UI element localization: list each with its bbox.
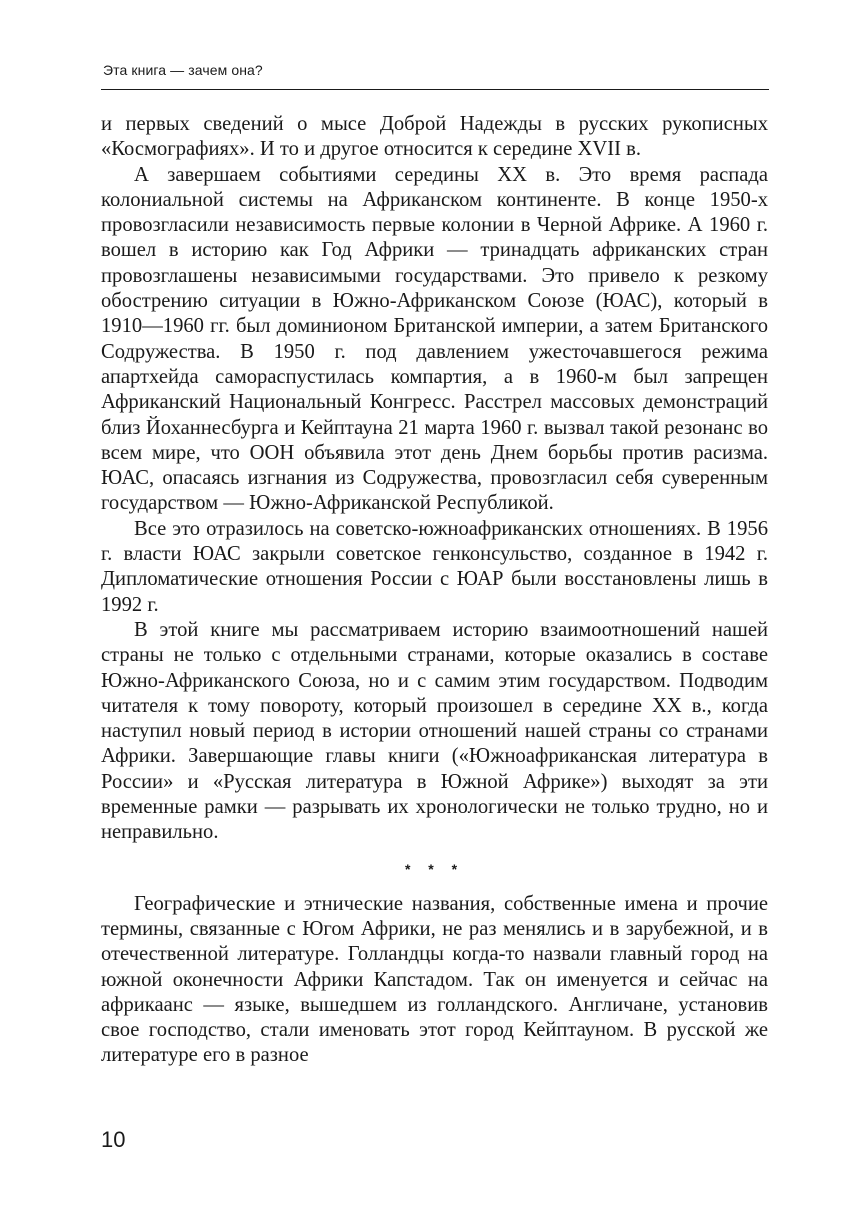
section-separator: * * * bbox=[404, 860, 465, 877]
paragraph-1: и первых сведений о мысе Доброй Надежды в русских рукописных «Космографиях». И то и другое относится к середине XVII в. bbox=[101, 113, 768, 161]
page-number: 10 bbox=[101, 1127, 126, 1152]
page-body bbox=[101, 112, 768, 1069]
paragraph-3: Все это отразилось на советско-южноафриканских отношениях. В 1956 г. власти ЮАС закрыли советское генконсульство, созданное в 1942 г. Дипломатические отношения России с ЮАР были восстановлены лишь в 1992 г. bbox=[101, 517, 768, 616]
header-rule bbox=[101, 89, 769, 90]
running-header: Эта книга — зачем она? bbox=[103, 62, 263, 78]
paragraph-2: А завершаем событиями середины XX в. Это время распада колониальной системы на Африканском континенте. В конце 1950-х провозгласили независимость первые колонии в Черной Африке. А 1960 г. вошел в историю как Год Африки — тринадцать африканских стран провозглашены независимыми государствами. Это привело к резкому обострению ситуации в Южно-Африканском Союзе (ЮАС), который в 1910—1960 гг. был доминионом Британской империи, а затем Британского Содружества. В 1950 г. под давлением ужесточавшегося режима апартхейда самораспустилась компартия, а в 1960-м был запрещен Африканский Национальный Конгресс. Расстрел массовых демонстраций близ Йоханнесбурга и Кейптауна 21 марта 1960 г. вызвал такой резонанс во всем мире, что ООН объявила этот день Днем борьбы против расизма. ЮАС, опасаясь изгнания из Содружества, провозгласил себя суверенным государством — Южно-Африканской Республикой. bbox=[101, 163, 768, 515]
paragraph-4: В этой книге мы рассматриваем историю взаимоотношений нашей страны не только с отдельными странами, которые оказались в составе Южно-Африканского Союза, но и с самим этим государством. Подводим читателя к тому повороту, который произошел в середине XX в., когда наступил новый период в истории отношений нашей страны со странами Африки. Завершающие главы книги («Южноафриканская литература в России» и «Русская литература в Южной Африке») выходят за эти временные рамки — разрывать их хронологически не только трудно, но и неправильно. bbox=[101, 618, 768, 844]
paragraph-5: Географические и этнические названия, собственные имена и прочие термины, связанные с Югом Африки, не раз менялись и в зарубежной, и в отечественной литературе. Голландцы когда-то назвали главный город на южной оконечности Африки Капстадом. Так он именуется и сейчас на африкаанс — языке, вышедшем из голландского. Англичане, установив свое господство, стали именовать этот город Кейптауном. В русской же литературе его в разное bbox=[101, 892, 768, 1067]
